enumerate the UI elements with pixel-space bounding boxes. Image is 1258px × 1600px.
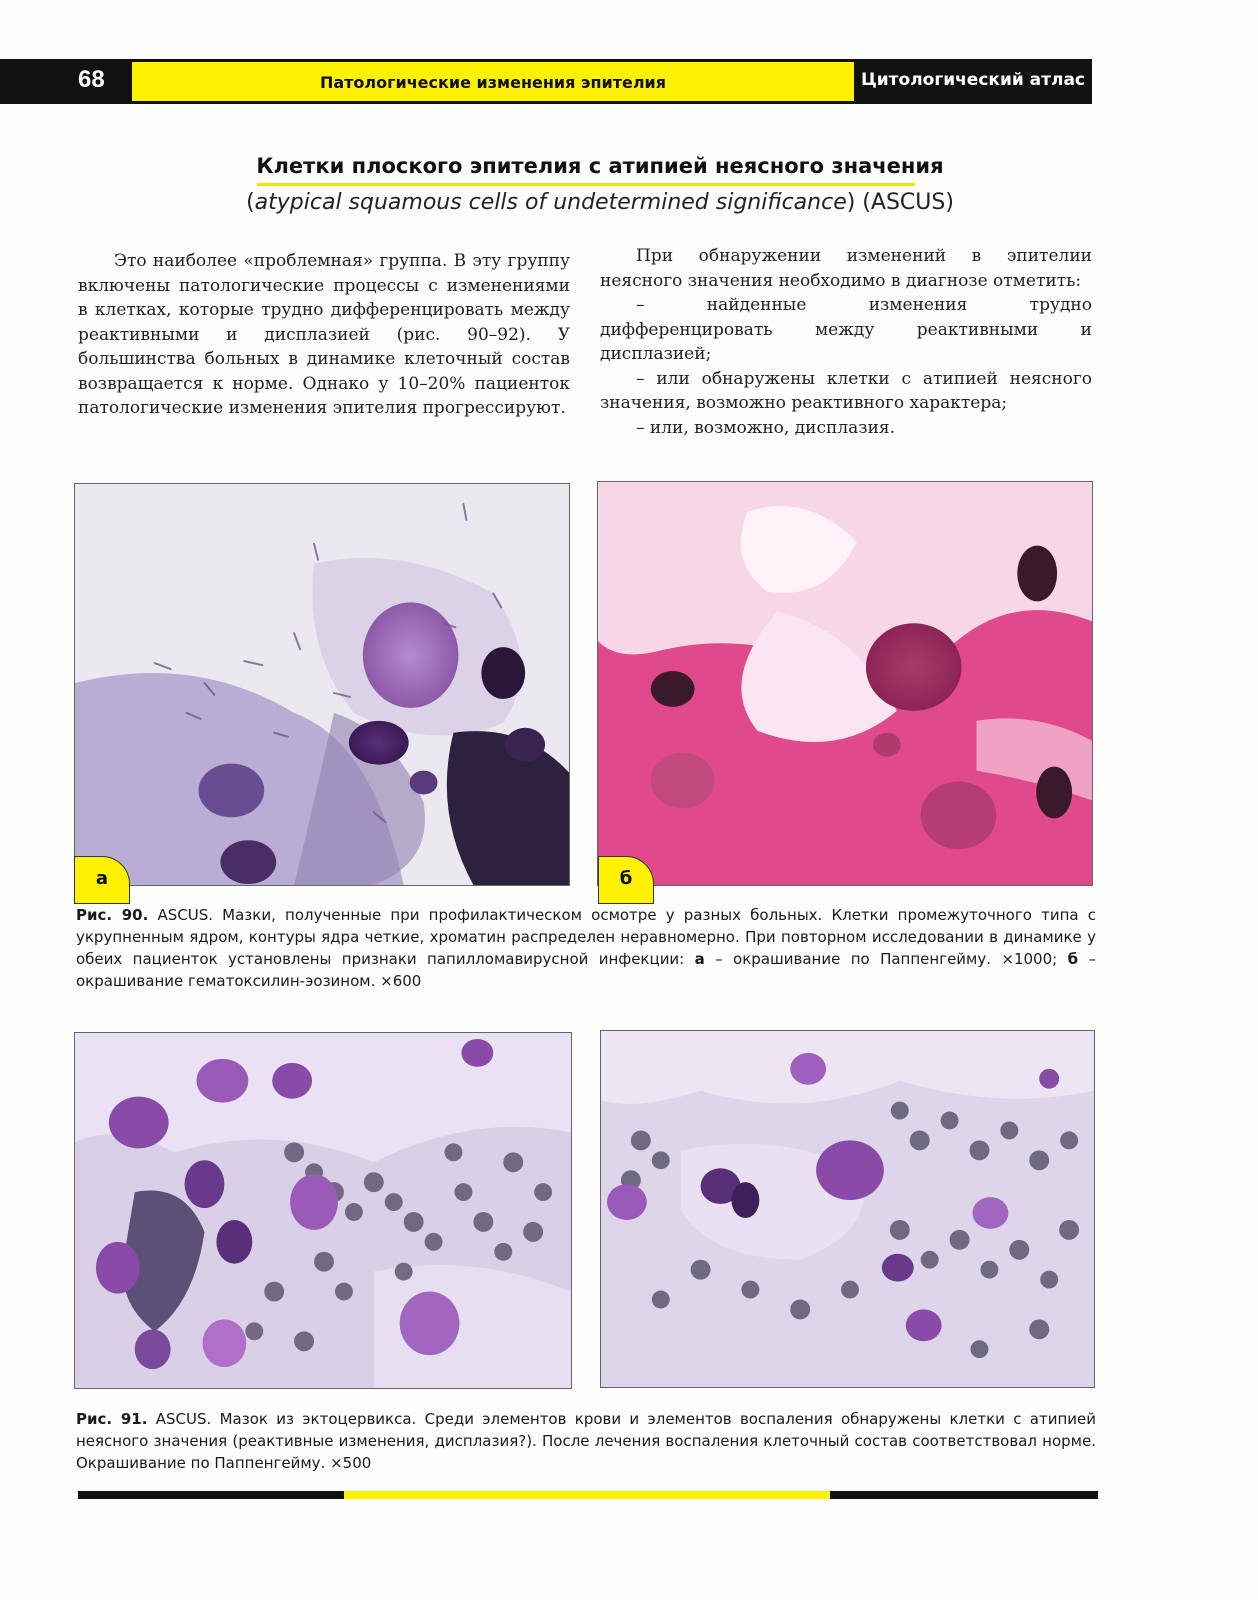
diagnosis-item: – найденные изменения трудно дифференцировать между реактивными и дисплазией; xyxy=(600,295,1092,364)
micrograph-91-right xyxy=(600,1030,1095,1388)
body-column-right xyxy=(600,244,1092,440)
diagnosis-item: – или обнаружены клетки с атипией неясного значения, возможно реактивного характера; xyxy=(600,368,1092,413)
panel-label-a: а xyxy=(74,856,130,904)
micrograph-90a xyxy=(74,483,570,886)
section-subtitle-english: atypical squamous cells of undetermined significance xyxy=(254,190,847,215)
micrograph-91-left xyxy=(74,1032,572,1389)
diagnosis-item: – или, возможно, дисплазия. xyxy=(636,417,896,438)
section-title-underline xyxy=(257,183,915,186)
figure-91-caption: Рис. 91. ASCUS. Мазок из эктоцервикса. Среди элементов крови и элементов воспаления обнаружены клетки с атипией неясного значения (реактивные изменения, дисплазия?). После лечения воспаления клеточный состав соответствовал норме. Окрашивание по Паппенгейму. ×500 xyxy=(76,1410,1096,1472)
footer-rule-middle xyxy=(344,1491,830,1499)
panel-label-b: б xyxy=(598,856,654,904)
book-title: Цитологический атлас xyxy=(860,70,1086,90)
figure-90-caption: Рис. 90. ASCUS. Мазки, полученные при профилактическом осмотре у разных больных. Клетки промежуточного типа с укрупненным ядром, контуры ядра четкие, хроматин распределен неравномерно. При повторном исследовании в динамике у обеих пациенток установлены признаки папилломавирусной инфекции: а – окрашивание по Паппенгейму. ×1000; б – окрашивание гематоксилин-эозином. ×600 xyxy=(76,906,1096,990)
section-title: Клетки плоского эпителия с атипией неясного значения xyxy=(256,154,944,178)
page-number: 68 xyxy=(78,66,105,93)
body-column-left xyxy=(78,249,570,421)
micrograph-90b xyxy=(597,481,1093,886)
footer-rule-left xyxy=(78,1491,344,1499)
section-subtitle: (atypical squamous cells of undetermined significance) (ASCUS) xyxy=(246,190,954,215)
body-paragraph: Это наиболее «проблемная» группа. В эту группу включены патологические процессы с изменениями в клетках, которые трудно дифференцировать между реактивными и дисплазией (рис. 90–92). У большинства больных в динамике клеточный состав возвращается к норме. Однако у 10–20% пациенток патологические изменения эпителия прогрессируют. xyxy=(78,251,570,418)
footer-rule-right xyxy=(830,1491,1098,1499)
chapter-title: Патологические изменения эпителия xyxy=(319,73,667,92)
body-paragraph-intro: При обнаружении изменений в эпителии неясного значения необходимо в диагнозе отметить: xyxy=(600,246,1092,291)
header-page-number-block xyxy=(0,59,132,104)
